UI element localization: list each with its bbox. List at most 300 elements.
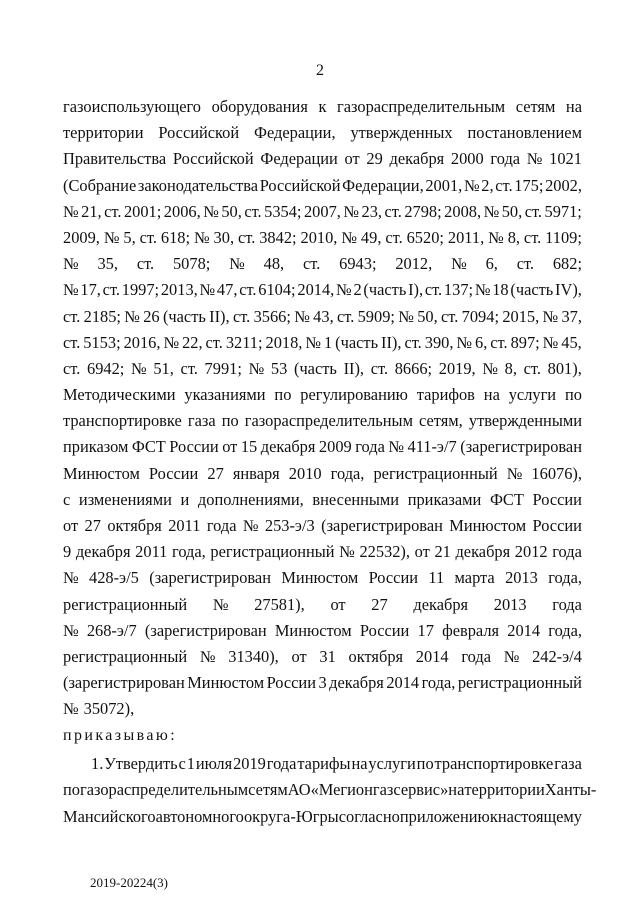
word: 49, xyxy=(360,227,382,247)
word: на xyxy=(565,97,582,116)
word: 5078; xyxy=(172,254,211,274)
word: Ханты- xyxy=(544,780,597,800)
word: № xyxy=(294,306,310,326)
word: с xyxy=(63,489,71,509)
text-line xyxy=(63,304,582,330)
word: 35072), xyxy=(83,699,135,719)
word: № xyxy=(199,646,216,666)
word: № xyxy=(63,620,79,640)
text-line xyxy=(63,487,582,513)
word: 45, xyxy=(561,332,582,352)
word: газа xyxy=(554,753,582,773)
text-line xyxy=(63,356,582,382)
word: 27 xyxy=(84,516,101,535)
word: России xyxy=(532,516,582,535)
word: 801), xyxy=(547,358,582,378)
word: газа xyxy=(187,411,216,431)
word: ст. xyxy=(232,306,251,326)
word: № xyxy=(503,646,520,666)
word: Минюстом xyxy=(274,620,352,640)
word: ст. xyxy=(63,358,81,378)
word: ст. xyxy=(303,254,321,274)
word: 1109; xyxy=(545,227,582,247)
word: февраля xyxy=(442,620,500,640)
word: № xyxy=(131,358,147,378)
word: «Мегионгазсервис» xyxy=(310,780,449,800)
word: ст. xyxy=(384,201,402,221)
word: законодательства xyxy=(137,175,258,195)
word: газоиспользующего xyxy=(63,97,201,116)
word: - xyxy=(290,807,296,827)
text-line xyxy=(63,277,582,303)
document-body xyxy=(63,94,597,831)
word: 11 xyxy=(428,568,445,588)
word: по xyxy=(416,753,434,773)
word: 3566; xyxy=(253,306,291,326)
word: 5354; xyxy=(264,201,302,221)
word: ст. xyxy=(385,227,403,247)
word: к xyxy=(489,807,498,827)
word: 17, xyxy=(80,280,101,300)
word: 8666; xyxy=(394,358,433,378)
word: 6943; xyxy=(339,254,377,274)
text-line xyxy=(63,644,582,670)
word: (часть xyxy=(335,332,379,352)
word: России xyxy=(148,463,199,483)
word: 6520; xyxy=(406,227,444,247)
word: 3211; xyxy=(225,332,263,352)
word: № xyxy=(63,699,79,719)
word: 5153; xyxy=(83,332,121,352)
order-item-1 xyxy=(63,751,597,831)
word: года xyxy=(355,437,385,457)
word: 50, xyxy=(221,201,242,221)
word: 7094; xyxy=(461,306,499,326)
word: 2018, xyxy=(265,332,303,352)
word: 29 xyxy=(366,149,383,169)
word: (часть xyxy=(293,358,337,378)
word: 242-э/4 xyxy=(532,646,582,666)
word: 2019, xyxy=(438,358,476,378)
word: внесенными xyxy=(312,489,400,509)
word: 9 xyxy=(63,542,72,562)
word: 2013, xyxy=(160,280,198,300)
word: 27 xyxy=(207,463,224,483)
word: II), xyxy=(381,332,402,352)
word: России xyxy=(266,673,316,693)
word: оборудования xyxy=(211,97,308,116)
word: № xyxy=(474,280,491,300)
word: 22532), xyxy=(359,542,410,562)
word: 23, xyxy=(361,201,383,221)
word: 22, xyxy=(182,332,203,352)
word: Минюстом xyxy=(187,673,265,693)
word: Правительства xyxy=(63,149,167,169)
word: автономного xyxy=(155,807,244,827)
word: № xyxy=(203,201,219,221)
word: 5971; xyxy=(544,201,582,221)
word: № xyxy=(339,542,355,562)
word: 2012, xyxy=(395,254,433,274)
word: ст. xyxy=(523,227,542,247)
word: 618; xyxy=(160,227,191,247)
word: России xyxy=(368,568,418,588)
word: Минюстом xyxy=(281,568,359,588)
word: 428-э/5 xyxy=(89,568,139,588)
word: 2014, xyxy=(297,280,335,300)
text-line xyxy=(63,592,582,618)
word: 15 xyxy=(240,437,258,457)
word: от xyxy=(291,646,307,666)
word: № xyxy=(124,306,140,326)
word: марта xyxy=(454,568,495,588)
word: от xyxy=(330,594,346,614)
text-line xyxy=(63,670,582,696)
word: № xyxy=(542,332,559,352)
word: октября xyxy=(348,646,404,666)
word: декабря xyxy=(329,673,384,693)
word: и xyxy=(180,489,190,509)
text-line xyxy=(63,225,582,251)
word: Российской xyxy=(172,149,254,169)
word: приказами xyxy=(407,489,482,509)
word: тарифы xyxy=(297,753,351,773)
word: 2013 xyxy=(493,594,527,614)
word: ст. xyxy=(244,201,262,221)
word: 2014 xyxy=(507,620,541,640)
word: 6942; xyxy=(87,358,125,378)
word: к xyxy=(318,97,327,116)
word: 51, xyxy=(153,358,174,378)
word: Утвердить xyxy=(104,753,178,773)
word: (зарегистрирован xyxy=(460,437,582,457)
word: приказом xyxy=(63,437,129,457)
word: года, xyxy=(548,568,582,588)
word: ст. xyxy=(205,332,223,352)
word: сетям xyxy=(515,97,556,116)
word: года xyxy=(490,149,521,169)
word: декабря xyxy=(455,542,511,562)
word: указаниями xyxy=(184,385,266,405)
word: ст. xyxy=(495,175,513,195)
word: (часть xyxy=(162,306,206,326)
word: 50, xyxy=(417,306,438,326)
word: 2, xyxy=(481,175,494,195)
word: ст. xyxy=(237,227,256,247)
word: услуги xyxy=(368,753,416,773)
word: 43, xyxy=(313,306,334,326)
word: ст. xyxy=(524,201,543,221)
word: 31 xyxy=(319,646,336,666)
word: 50, xyxy=(501,201,523,221)
word: по xyxy=(564,385,582,405)
word: транспортировке xyxy=(434,753,554,773)
word: тарифов xyxy=(416,385,475,405)
word: 31340), xyxy=(228,646,279,666)
text-line xyxy=(63,804,582,831)
text-line xyxy=(63,173,582,199)
word: регистрационный xyxy=(63,594,188,614)
word: 2185; xyxy=(83,306,121,326)
word: 3 xyxy=(318,673,327,693)
word: 48, xyxy=(263,254,285,274)
text-line xyxy=(63,618,582,644)
word: территории xyxy=(63,123,144,143)
word: от xyxy=(344,149,360,169)
word: 1. xyxy=(91,753,104,773)
word: № xyxy=(483,201,500,221)
word: 26 xyxy=(143,306,160,326)
word: утвержденными xyxy=(468,411,582,431)
word: от xyxy=(414,542,430,562)
word: 21 xyxy=(434,542,451,562)
word: 8, xyxy=(504,358,517,378)
word: 16076), xyxy=(531,463,582,483)
word: Российской xyxy=(259,175,341,195)
text-line xyxy=(63,382,582,408)
word: 27 xyxy=(371,594,388,614)
word: России xyxy=(532,489,582,509)
word: на xyxy=(448,780,465,800)
page-number: 2 xyxy=(316,62,324,79)
word: Федерации xyxy=(260,149,338,169)
word: дополнениями, xyxy=(197,489,304,509)
word: 175; xyxy=(514,175,544,195)
word: 3842; xyxy=(259,227,297,247)
word: 137; xyxy=(443,280,474,300)
word: года xyxy=(552,594,582,614)
word: июля xyxy=(195,753,233,773)
word: ст. xyxy=(523,358,541,378)
word: ст. xyxy=(136,254,155,274)
word: № xyxy=(506,463,523,483)
word: № xyxy=(343,201,360,221)
word: № xyxy=(199,280,216,300)
word: ст. xyxy=(336,306,355,326)
text-line xyxy=(63,696,582,722)
word: 5, xyxy=(123,227,136,247)
word: 2007, xyxy=(303,201,341,221)
word: 8, xyxy=(507,227,520,247)
word: транспортировке xyxy=(63,411,182,431)
word: № xyxy=(103,227,120,247)
word: услуги xyxy=(508,385,557,405)
word: 6104; xyxy=(258,280,296,300)
word: регистрационный xyxy=(373,463,498,483)
word: 37, xyxy=(561,306,582,326)
word: № xyxy=(336,280,352,300)
word: года xyxy=(206,516,237,535)
word: 2001, xyxy=(425,175,463,195)
text-line xyxy=(63,513,582,539)
word: ФСТ xyxy=(489,489,524,509)
word: ст. xyxy=(63,306,81,326)
word: года xyxy=(461,646,491,666)
word: 1021 xyxy=(549,149,582,169)
word: 2012 xyxy=(514,542,548,562)
text-line xyxy=(63,251,582,277)
word: газораспределительным xyxy=(244,411,413,431)
word: 2798; xyxy=(404,201,442,221)
word: ст. xyxy=(180,358,198,378)
word: № xyxy=(341,227,357,247)
word: 2008, xyxy=(444,201,482,221)
text-line xyxy=(63,94,582,120)
word: регулированию xyxy=(300,385,408,405)
word: года, xyxy=(172,542,206,562)
word: Федерации, xyxy=(342,175,424,195)
word: 2 xyxy=(353,280,362,300)
word: 1997; xyxy=(121,280,160,300)
word: 30, xyxy=(213,227,235,247)
word: АО xyxy=(287,780,311,800)
word: 2010, xyxy=(300,227,338,247)
word: (зарегистрирован xyxy=(144,620,267,640)
word: на xyxy=(483,385,500,405)
word: № xyxy=(63,254,79,274)
word: I), xyxy=(408,280,424,300)
word: (часть xyxy=(510,280,554,300)
word: 2014 xyxy=(415,646,449,666)
text-line xyxy=(63,539,582,565)
word: Российской xyxy=(158,123,240,143)
word: года, xyxy=(548,620,582,640)
word: ст. xyxy=(490,332,508,352)
word: регистрационный xyxy=(457,673,582,693)
word: 47, xyxy=(216,280,238,300)
word: 2011 xyxy=(135,542,168,562)
word: № xyxy=(398,306,414,326)
word: Федерации, xyxy=(254,123,336,143)
text-line xyxy=(63,408,582,434)
word: 2000 xyxy=(450,149,484,169)
word: II), xyxy=(343,358,365,378)
word: 2016, xyxy=(123,332,161,352)
word: 27581), xyxy=(254,594,305,614)
word: № xyxy=(242,516,259,535)
word: № xyxy=(212,594,229,614)
word: 1 xyxy=(186,753,195,773)
word: 2013 xyxy=(505,568,538,588)
word: 5909; xyxy=(357,306,395,326)
word: года, xyxy=(330,463,365,483)
word: № xyxy=(63,280,79,300)
word: 2002, xyxy=(545,175,582,195)
word: января xyxy=(232,463,280,483)
word: (часть xyxy=(363,280,407,300)
word: 411-э/7 xyxy=(407,437,457,457)
word: № xyxy=(193,227,210,247)
word: 2019 xyxy=(233,753,266,773)
word: по xyxy=(63,780,80,800)
word: Мансийского xyxy=(63,807,156,827)
word: газораспределительным xyxy=(79,780,249,800)
word: декабря xyxy=(260,437,316,457)
word: с xyxy=(178,753,186,773)
text-line xyxy=(63,777,597,804)
word: ст. xyxy=(424,280,443,300)
text-line xyxy=(63,199,582,225)
word: ФСТ xyxy=(131,437,166,457)
word: России xyxy=(359,620,410,640)
word: ст. xyxy=(441,306,459,326)
word: 2011, xyxy=(447,227,485,247)
word: территории xyxy=(464,780,545,800)
word: от xyxy=(63,516,79,535)
word: (Собрание xyxy=(63,175,137,195)
word: 2006, xyxy=(163,201,201,221)
word: № xyxy=(248,358,265,378)
word: сетям xyxy=(248,780,288,800)
text-line xyxy=(63,330,582,356)
word: ст. xyxy=(63,332,81,352)
word: от xyxy=(222,437,238,457)
word: согласно xyxy=(338,807,400,827)
word: 6, xyxy=(475,332,488,352)
word: на xyxy=(351,753,368,773)
word: (зарегистрирован xyxy=(149,568,271,588)
word: IV), xyxy=(555,280,582,300)
word: № xyxy=(305,332,322,352)
word: регистрационный xyxy=(63,646,188,666)
word: 897; xyxy=(510,332,540,352)
word: по xyxy=(221,411,239,431)
word: октября xyxy=(107,516,162,535)
word: декабря xyxy=(75,542,131,562)
word: 6, xyxy=(485,254,498,274)
word: II), xyxy=(209,306,230,326)
word: года xyxy=(266,753,297,773)
word: ст. xyxy=(139,227,157,247)
word: по xyxy=(274,385,292,405)
word: № xyxy=(526,149,543,169)
word: № xyxy=(63,568,79,588)
word: № xyxy=(482,358,498,378)
word: 18 xyxy=(492,280,509,300)
word: 682; xyxy=(552,254,582,274)
text-line xyxy=(63,434,582,460)
word: 1 xyxy=(323,332,333,352)
word: Югры xyxy=(295,807,339,827)
word: Минюстом xyxy=(449,516,527,535)
word: 390, xyxy=(424,332,454,352)
word: 2014 xyxy=(386,673,420,693)
text-line xyxy=(63,565,582,591)
order-word: приказываю: xyxy=(63,726,178,744)
legal-basis-paragraph xyxy=(63,94,582,723)
word: 2009, xyxy=(63,227,100,247)
word: декабря xyxy=(413,594,469,614)
word: 2015, xyxy=(502,306,540,326)
word: Методическими xyxy=(63,385,176,405)
word: России xyxy=(169,437,219,457)
word: изменениями xyxy=(78,489,172,509)
word: № xyxy=(488,227,504,247)
word: ст. xyxy=(370,358,389,378)
word: (зарегистрирован xyxy=(63,673,185,693)
word: ст. xyxy=(104,201,122,221)
word: 21, xyxy=(81,201,102,221)
word: ст. xyxy=(239,280,257,300)
word: № xyxy=(542,306,559,326)
word: № xyxy=(388,437,404,457)
word: № xyxy=(163,332,180,352)
word: года xyxy=(552,542,582,562)
word: 17 xyxy=(417,620,434,640)
word: 2010 xyxy=(288,463,322,483)
word: приложению xyxy=(399,807,490,827)
word: округа xyxy=(243,807,291,827)
